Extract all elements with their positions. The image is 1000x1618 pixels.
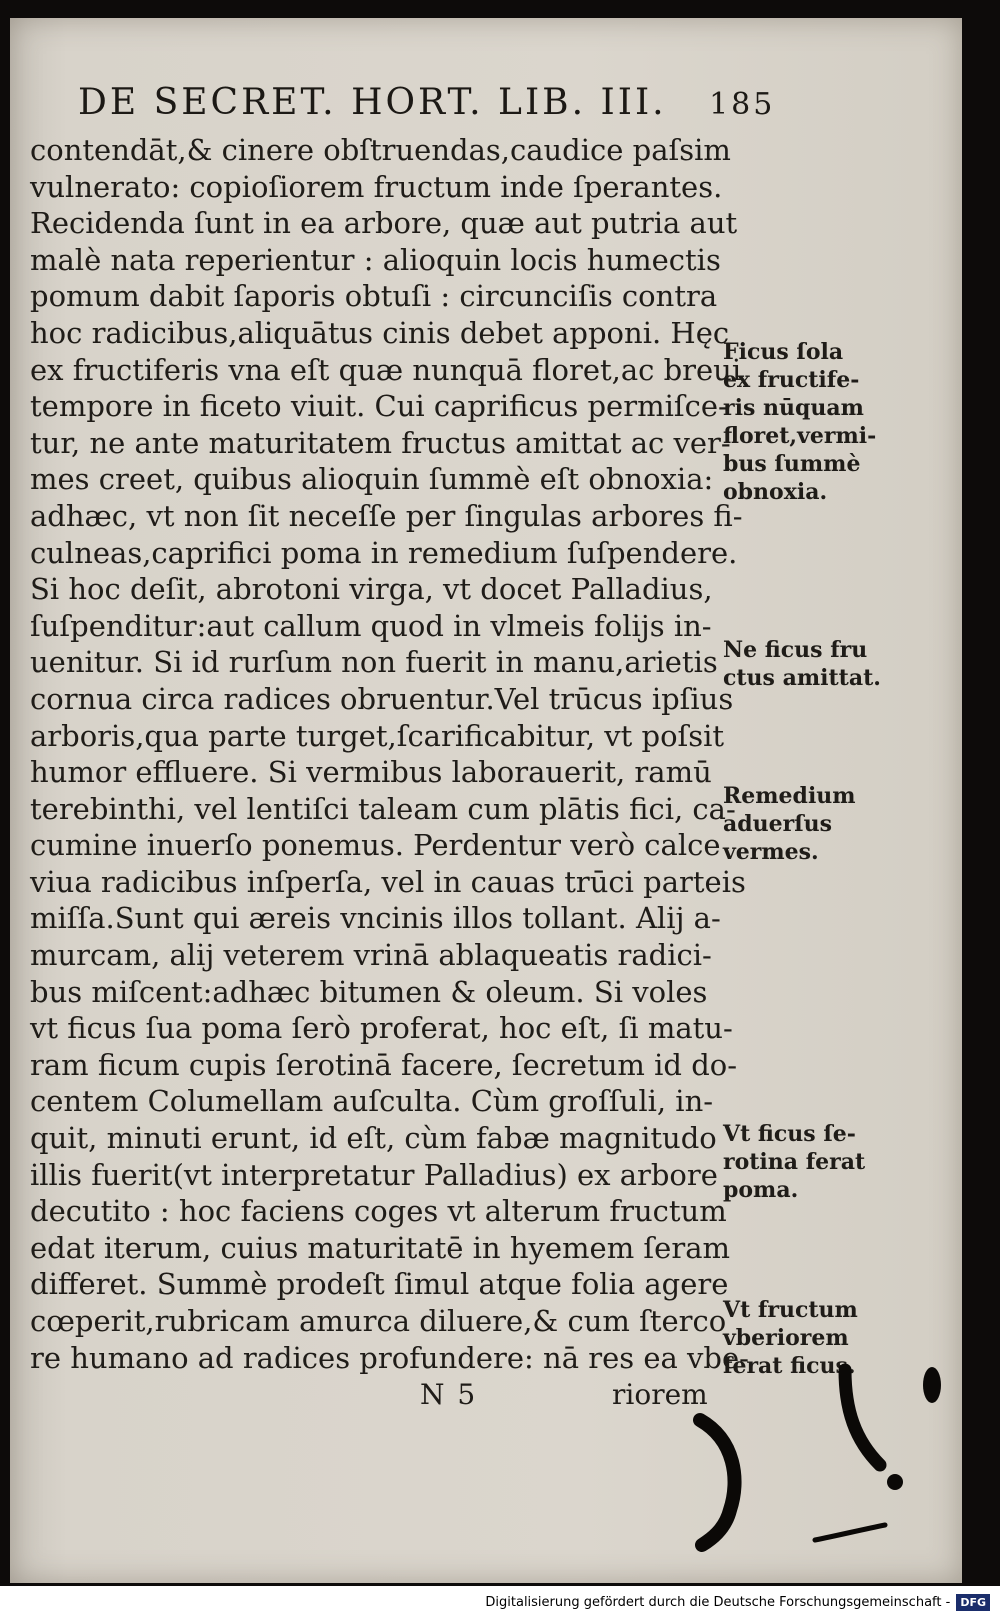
- text-line: ſuſpenditur:aut callum quod in vlmeis folijs in-: [30, 608, 712, 643]
- text-line: uenitur. Si id rurſum non fuerit in manu,arietis: [30, 645, 718, 680]
- marginal-note-vt-fructum: Vt fructum vberiorem ferat ficus.: [723, 1297, 858, 1379]
- signature-mark: N 5: [420, 1378, 478, 1411]
- ink-stain-marks: [640, 1330, 960, 1560]
- text-line: bus miſcent:adhæc bitumen & oleum. Si voles: [30, 974, 708, 1009]
- text-line: differet. Summè prodeſt ſimul atque folia agere: [30, 1267, 729, 1302]
- text-line: mes creet, quibus alioquin ſummè eſt obnoxia:: [30, 462, 714, 497]
- text-line: malè nata reperientur : alioquin locis humectis: [30, 242, 721, 277]
- text-line: contendāt,& cinere obſtruendas,caudice paſsim: [30, 133, 731, 167]
- text-line: decutito : hoc faciens coges vt alterum fructum: [30, 1194, 727, 1229]
- ink-stroke-bottom: [815, 1525, 885, 1540]
- text-line: Recidenda ſunt in ea arbore, quæ aut putria aut: [30, 206, 738, 241]
- text-line: cornua circa radices obruentur.Vel trūcus ipſius: [30, 681, 734, 716]
- ink-blot-right: [923, 1367, 941, 1403]
- text-line: ram ficum cupis ſerotinā facere, ſecretum id do-: [30, 1047, 738, 1082]
- text-line: cœperit,rubricam amurca diluere,& cum ſterco: [30, 1304, 727, 1338]
- main-text-block: [30, 132, 749, 1376]
- text-line: tempore in ficeto viuit. Cui caprificus permiſce-: [30, 389, 728, 424]
- text-line: edat iterum, cuius maturitatē in hyemem ſeram: [30, 1230, 730, 1265]
- ink-dot: [887, 1474, 903, 1490]
- text-line: cumine inuerſo ponemus. Perdentur verò calce: [30, 828, 721, 863]
- text-line: murcam, alij veterem vrinā ablaqueatis radici-: [30, 938, 712, 973]
- text-line: vt ficus ſua poma ſerò proferat, hoc eſt, ſi matu-: [30, 1011, 733, 1046]
- text-line: illis fuerit(vt interpretatur Palladius) ex arbore: [30, 1157, 718, 1192]
- dfg-logo: DFG: [956, 1594, 990, 1611]
- text-line: centem Columellam auſculta. Cùm groſſuli, in-: [30, 1084, 714, 1119]
- text-line: adhæc, vt non ſit neceſſe per ſingulas arbores fi-: [30, 498, 743, 533]
- running-title: DE SECRET. HORT. LIB. III.: [78, 82, 667, 123]
- running-header: [78, 82, 775, 123]
- text-line: ex fructiferis vna eſt quæ nunquā floret,ac breui: [30, 352, 742, 387]
- marginal-note-vt-ficus-serotina: Vt ficus ſe- rotina ferat poma.: [723, 1121, 866, 1203]
- ink-stroke-left: [700, 1420, 735, 1545]
- marginal-note-remedium: Remedium aduerſus vermes.: [723, 783, 856, 865]
- page-number: 185: [709, 87, 776, 122]
- text-line: culneas,caprifici poma in remedium ſuſpendere.: [30, 535, 738, 570]
- ink-stroke-right: [845, 1370, 880, 1465]
- text-line: quit, minuti erunt, id eſt, cùm fabæ magnitudo: [30, 1121, 717, 1156]
- catchword: riorem: [612, 1378, 708, 1411]
- marginal-note-ficus-sola: Ficus ſola ex fructife- ris nūquam floret,vermi- bus ſummè obnoxia.: [723, 339, 877, 505]
- footer-credit: Digitalisierung gefördert durch die Deutsche Forschungsgemeinschaft -: [485, 1594, 951, 1610]
- text-line: pomum dabit ſaporis obtuſi : circunciſis contra: [30, 279, 718, 314]
- text-line: vulnerato: copioſiorem fructum inde ſperantes.: [30, 169, 723, 204]
- text-line: arboris,qua parte turget,ſcarificabitur, vt poſsit: [30, 718, 725, 753]
- text-line: terebinthi, vel lentiſci taleam cum plātis fici, ca-: [30, 791, 736, 826]
- text-line: hoc radicibus,aliquātus cinis debet apponi. Hęc: [30, 315, 730, 350]
- text-line: Si hoc deſit, abrotoni virga, vt docet Palladius,: [30, 572, 713, 607]
- digitization-footer: [0, 1586, 1000, 1618]
- text-line: humor effluere. Si vermibus laborauerit, ramū: [30, 755, 712, 790]
- text-line: viua radicibus inſperſa, vel in cauas trūci parteis: [30, 864, 746, 899]
- text-line: miſſa.Sunt qui æreis vncinis illos tollant. Alij a-: [30, 901, 721, 936]
- marginal-note-ne-ficus: Ne ficus fru ctus amittat.: [723, 637, 881, 691]
- text-line: re humano ad radices profundere: nā res ea vbe-: [30, 1340, 749, 1375]
- text-line: tur, ne ante maturitatem fructus amittat ac ver-: [30, 425, 731, 460]
